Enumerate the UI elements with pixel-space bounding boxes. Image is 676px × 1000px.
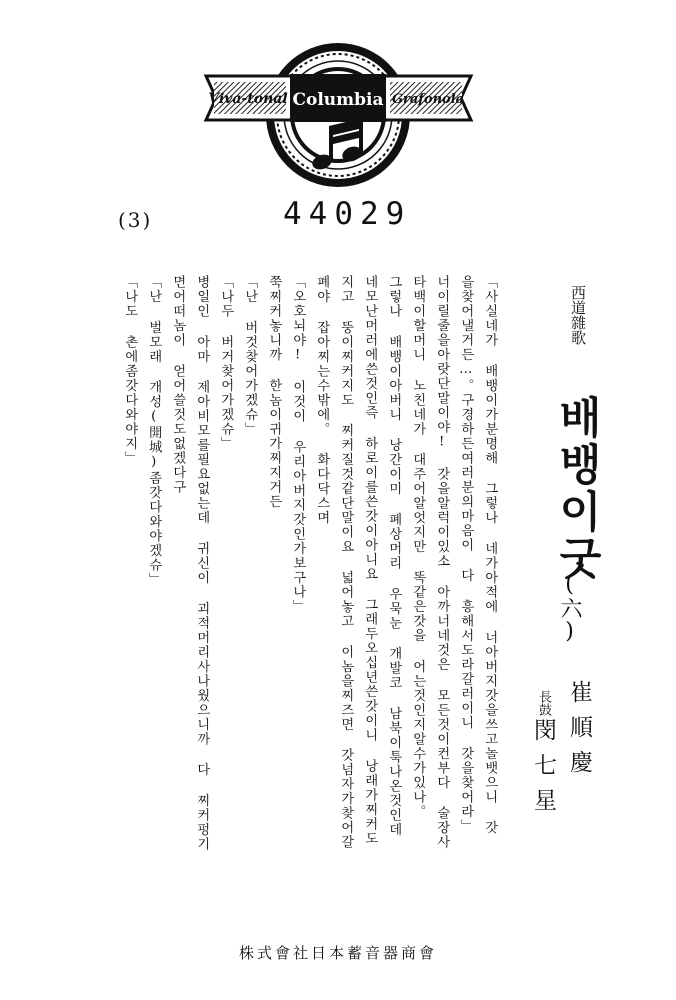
- logo-text-center: Columbia: [292, 90, 384, 110]
- logo-text-left: Viva-tonal: [208, 91, 288, 107]
- lyric-line: 「사실네가 배뱅이가분명해 그렇나 네가아적에 너아버지갓을쓰고놀뱃으니 갓: [482, 275, 498, 835]
- page-number: (3): [118, 208, 153, 232]
- performer-main: 崔順慶: [566, 680, 592, 785]
- lyric-line: 을찾어낼거든…。구경하든여러분의마음이 다 흥해서도라갈러이니 갓을찾어라」: [458, 275, 474, 834]
- lyric-line: 「나두 버거찾어가겠슈」: [218, 275, 234, 451]
- lyric-line: 그렇나 배뱅이아버니 낭간이미 폐상머리 우묵눈 개발코 남북이툭나온것인데: [386, 275, 402, 837]
- record-number: 44029: [283, 196, 412, 232]
- lyric-line: 너이릴줄을아랏단말이야! 갓을알럭이있소 아까너네것은 모든것이컨부다 술장사: [434, 275, 450, 850]
- lyric-line: 「나도 촌에좀갓다와야지」: [122, 275, 138, 466]
- lyric-line: 쭉찌커놓니까 한놈이귀가찌지거든: [266, 275, 282, 509]
- lyric-line: 지고 뚱이찌커지도 찌커질것같단말이요 넓어놓고 이놈을찌즈면 갓넘자가찾어갈: [338, 275, 354, 850]
- lyric-line: 폐야 잡아찌는수밖에。 화다닥스며: [314, 275, 330, 526]
- publisher-footer: 株式會社日本蓄音器商會: [238, 944, 437, 962]
- lyric-line: 타백이할머니 노친네가 대주어알엇지만 똑같은갓을 어는것인지알수가있나。: [410, 275, 426, 819]
- song-title: 배뱅이굿: [552, 395, 602, 583]
- lyric-line: 「난 버것찾어가겠슈」: [242, 275, 258, 437]
- lyric-line: 면어떠놈이 얻어쓸것도없겠다구: [170, 275, 186, 495]
- lyric-line: 병일인 아마 제아비모를필요없는데 귀신이 괴적머리사나웠으니까 다 찌커펑기: [194, 275, 210, 852]
- columbia-logo: [196, 40, 481, 190]
- performer-accompaniment: 閔七星: [530, 718, 556, 823]
- logo-text-right: Grafonola: [391, 92, 465, 107]
- lyric-line: 「난 벌모래 개성(開城)좀갓다와야겠슈」: [146, 275, 162, 587]
- lyric-line: 「오호뇌야! 이것이 우리아버지갓인가보구나」: [290, 275, 306, 614]
- performer-role: 長鼓: [536, 690, 551, 716]
- genre-label: 西道雜歌: [569, 285, 587, 345]
- lyric-line: 네모난머러에쓴것인즉 하로이를쓴갓이아니요 그래두오십년쓴갓이니 낭래가찌커도: [362, 275, 378, 846]
- part-number: (六): [557, 572, 582, 644]
